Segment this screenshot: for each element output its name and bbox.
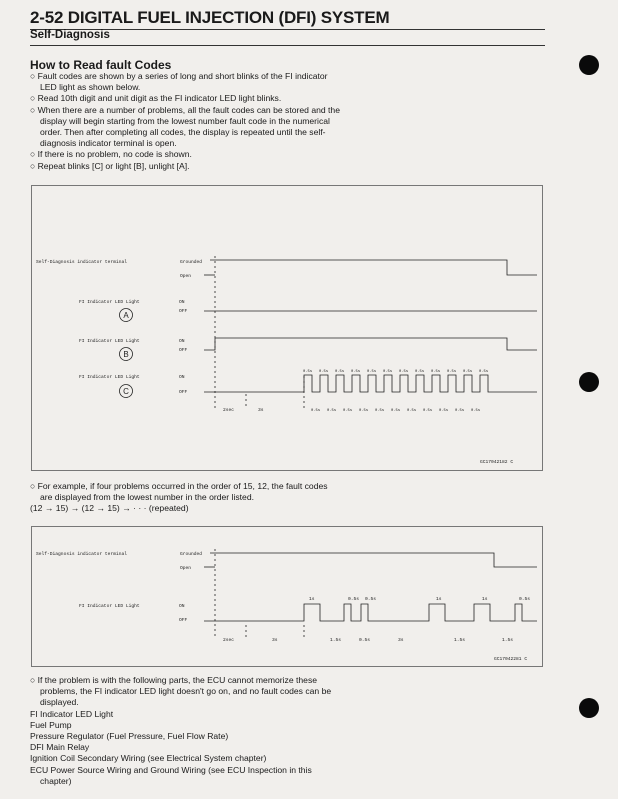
led-label-b: FI Indicator LED Light [79, 339, 140, 344]
gap-3s: 3s [398, 638, 404, 643]
pulse-05s-c: 0.5s [519, 597, 531, 602]
off-label-b: OFF [179, 348, 188, 353]
blink-duration-label: 0.5s [447, 370, 457, 374]
off-label-2: OFF [179, 618, 188, 623]
blink-gap-label: 0.5s [311, 409, 321, 413]
bullet-item: ○ Read 10th digit and unit digit as the FI indicator LED light blinks. [30, 93, 282, 104]
pulse-1s-a: 1s [309, 597, 315, 602]
binder-hole [579, 698, 599, 718]
ecu-item: Ignition Coil Secondary Wiring (see Electrical System chapter) [30, 753, 267, 764]
gap-05s: 0.5s [359, 638, 371, 643]
section-rule [30, 45, 545, 46]
how-to-bullets [30, 71, 342, 172]
page-title: 2-52 DIGITAL FUEL INJECTION (DFI) SYSTEM [30, 8, 390, 27]
terminal-waveform-2 [210, 553, 537, 567]
example-sequence: (12 → 15) → (12 → 15) → · · · (repeated) [30, 503, 189, 514]
ecu-note [30, 675, 340, 787]
blink-gap-label: 0.5s [391, 409, 401, 413]
on-label-a: ON [179, 300, 185, 305]
time-3s: 3s [258, 408, 264, 413]
fault-code-example-diagram [31, 526, 543, 667]
blink-duration-label: 0.5s [351, 370, 361, 374]
blink-duration-label: 0.5s [319, 370, 329, 374]
section-header: Self-Diagnosis [30, 29, 110, 41]
blink-gap-label: 0.5s [423, 409, 433, 413]
grounded-label: Grounded [180, 260, 203, 265]
ecu-item: Fuel Pump [30, 719, 72, 730]
time-2sec-2: 2sec [223, 638, 235, 643]
blink-gap-label: 0.5s [439, 409, 449, 413]
ecu-item: ECU Power Source Wiring and Ground Wiring (see ECU Inspection in this chapter) [30, 764, 312, 786]
blink-gap-label: 0.5s [343, 409, 353, 413]
blink-duration-label: 0.5s [463, 370, 473, 374]
ecu-item: Pressure Regulator (Fuel Pressure, Fuel Flow Rate) [30, 731, 229, 742]
led-label-a: FI Indicator LED Light [79, 300, 140, 305]
gap-15s-a: 1.5s [330, 638, 342, 643]
on-label-2: ON [179, 604, 185, 609]
ecu-item: FI Indicator LED Light [30, 708, 114, 719]
off-label-a: OFF [179, 309, 188, 314]
binder-hole [579, 372, 599, 392]
blink-gap-label: 0.5s [471, 409, 481, 413]
time-3s-2: 3s [272, 638, 278, 643]
figure-id: GC17042182 C [480, 460, 514, 465]
led-label-c: FI Indicator LED Light [79, 375, 140, 380]
bullet-item: ○ Fault codes are shown by a series of long and short blinks of the FI indicator LED light as shown below. [30, 71, 328, 93]
on-label-c: ON [179, 375, 185, 380]
pulse-1s-c: 1s [482, 597, 488, 602]
terminal-waveform [210, 260, 537, 275]
terminal-label-2: Self-Diagnosis indicator terminal [36, 552, 127, 557]
ecu-note-text: ○ If the problem is with the following parts, the ECU cannot memorize these problems, the FI indicator LED light doesn't go on, and no fault codes can be displayed. [30, 675, 332, 708]
blink-gap-label: 0.5s [375, 409, 385, 413]
blink-duration-label: 0.5s [415, 370, 425, 374]
open-label-2: Open [180, 566, 192, 571]
example-text: ○ For example, if four problems occurred in the order of 15, 12, the fault codes are displayed from the lowest number in the order listed. [30, 481, 328, 503]
waveform-c-blinks [304, 375, 537, 392]
bullet-item: ○ Repeat blinks [C] or light [B], unlight [A]. [30, 160, 190, 171]
marker-a: A [123, 311, 129, 320]
blink-duration-label: 0.5s [399, 370, 409, 374]
ecu-item: DFI Main Relay [30, 742, 90, 753]
blink-gap-label: 0.5s [407, 409, 417, 413]
pulse-05s-b: 0.5s [365, 597, 377, 602]
binder-hole [579, 55, 599, 75]
off-label-c: OFF [179, 390, 188, 395]
marker-b: B [123, 350, 129, 359]
on-label-b: ON [179, 339, 185, 344]
blink-gap-label: 0.5s [359, 409, 369, 413]
blink-duration-label: 0.5s [303, 370, 313, 374]
figure-id-2: GC17042281 C [494, 657, 528, 662]
blink-duration-label: 0.5s [431, 370, 441, 374]
blink-duration-label: 0.5s [479, 370, 489, 374]
time-2sec: 2sec [223, 408, 235, 413]
open-label: Open [180, 274, 192, 279]
pulse-05s-a: 0.5s [348, 597, 360, 602]
grounded-label-2: Grounded [180, 552, 203, 557]
blink-gap-label: 0.5s [327, 409, 337, 413]
bullet-item: ○ If there is no problem, no code is shown. [30, 149, 192, 160]
example-paragraph [30, 481, 340, 515]
blink-timing-diagram [31, 185, 543, 471]
blink-duration-label: 0.5s [383, 370, 393, 374]
gap-15s-b: 1.5s [454, 638, 466, 643]
pulse-1s-b: 1s [436, 597, 442, 602]
blink-duration-label: 0.5s [335, 370, 345, 374]
gap-15s-c: 1.5s [502, 638, 514, 643]
bullet-item: ○ When there are a number of problems, all the fault codes can be stored and the display will begin starting from the lowest number fault code in the numerical order. Then after completing all codes, the display is repeated until the self-diagnosis indicator terminal is open. [30, 104, 340, 149]
terminal-label: Self-Diagnosis indicator terminal [36, 260, 127, 265]
marker-c: C [123, 387, 129, 396]
waveform-b [204, 338, 537, 350]
subsection-title: How to Read fault Codes [30, 58, 172, 72]
led-label-2: FI Indicator LED Light [79, 604, 140, 609]
blink-gap-label: 0.5s [455, 409, 465, 413]
blink-duration-label: 0.5s [367, 370, 377, 374]
waveform-led-2 [204, 604, 537, 621]
